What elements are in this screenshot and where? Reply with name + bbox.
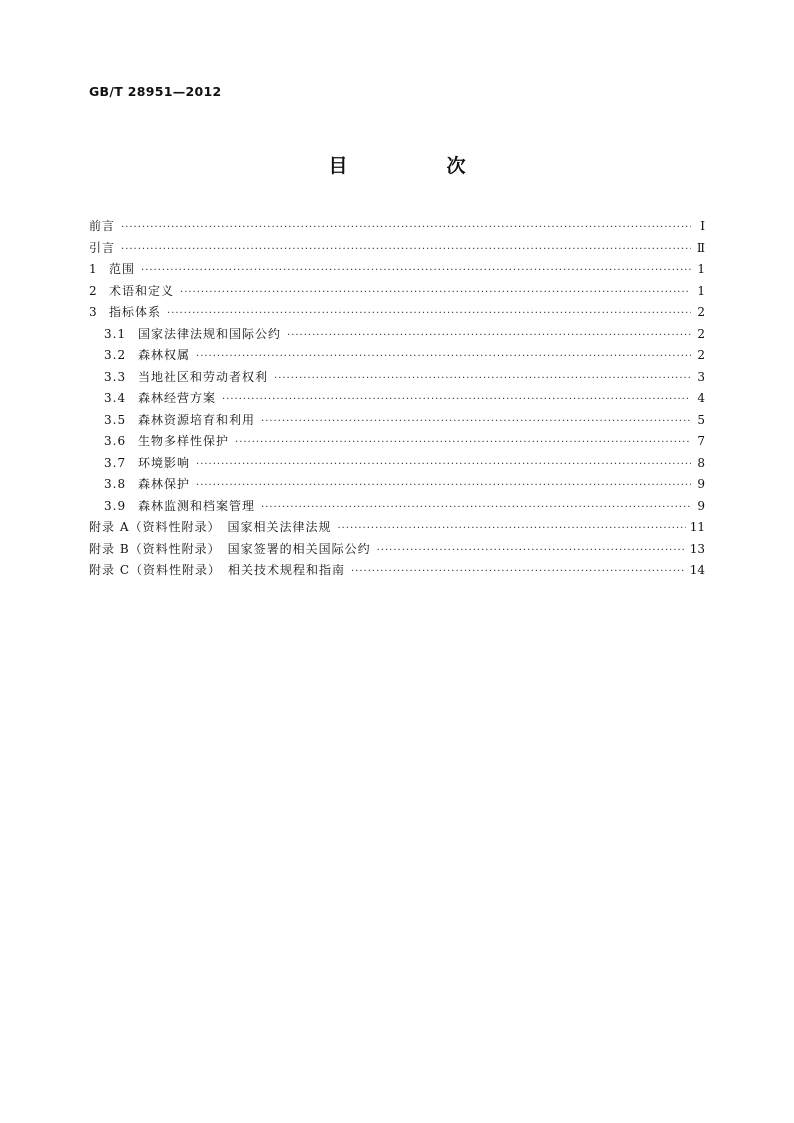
toc-entry[interactable]: [89, 367, 705, 389]
toc-leader-dots: [196, 454, 691, 476]
page-title: 目 次: [328, 155, 506, 177]
toc-entry-number: 3.1: [104, 326, 127, 341]
toc-leader-dots: [167, 303, 691, 325]
toc-leader-dots: [235, 432, 691, 454]
toc-entry-label: 国家法律法规和国际公约: [138, 326, 282, 341]
toc-entry[interactable]: [89, 431, 705, 453]
toc-entry-page: 2: [697, 348, 705, 362]
toc-entry-label: 生物多样性保护: [138, 434, 230, 448]
toc-entry[interactable]: [89, 517, 705, 539]
toc-entry-number: 3.8: [104, 477, 127, 491]
toc-entry[interactable]: [89, 345, 705, 367]
toc-entry-number: 2: [89, 283, 97, 298]
toc-entry-page: 3: [697, 369, 705, 384]
toc-entry-label: 森林权属: [138, 348, 191, 362]
toc-entry-label: 附录 A（资料性附录） 国家相关法律法规: [89, 520, 332, 534]
toc-entry-label: 前言: [89, 219, 116, 233]
toc-entry-page: 5: [697, 412, 705, 427]
toc-leader-dots: [196, 475, 691, 497]
toc-entry-label: 森林资源培育和利用: [138, 412, 256, 427]
toc-entry-page: 2: [697, 326, 705, 341]
toc-leader-dots: [196, 346, 691, 368]
toc-entry-page: 2: [697, 305, 705, 319]
toc-entry-page: 7: [697, 434, 705, 448]
toc-entry-number: 3.3: [104, 369, 127, 384]
toc-entry[interactable]: [89, 238, 705, 260]
toc-entry[interactable]: [89, 302, 705, 324]
toc-leader-dots: [261, 497, 691, 519]
toc-entry-number: 3: [89, 305, 97, 319]
toc-entry[interactable]: [89, 259, 705, 281]
toc-entry-label: 附录 B（资料性附录） 国家签署的相关国际公约: [89, 541, 371, 556]
toc-entry-label: 范围: [109, 262, 136, 276]
toc-entry-number: 3.6: [104, 434, 127, 448]
toc-leader-dots: [377, 540, 686, 562]
toc-leader-dots: [261, 411, 691, 433]
toc-entry-label: 森林经营方案: [138, 391, 217, 405]
toc-entry-page: 11: [689, 520, 705, 534]
toc-leader-dots: [141, 260, 691, 282]
toc-entry-number: 3.4: [104, 391, 127, 405]
toc-entry-number: 3.2: [104, 348, 127, 362]
toc-leader-dots: [337, 518, 685, 540]
toc-entry-page: 14: [689, 563, 705, 577]
toc-entry-label: 当地社区和劳动者权利: [138, 369, 269, 384]
toc-entry-page: 1: [697, 262, 705, 276]
toc-entry-page: 4: [697, 391, 705, 405]
standard-code: GB/T 28951—2012: [89, 84, 222, 99]
toc-entry-page: 1: [697, 283, 705, 298]
toc-leader-dots: [180, 282, 691, 304]
toc-entry-label: 附录 C（资料性附录） 相关技术规程和指南: [89, 563, 345, 577]
toc-entry[interactable]: [89, 410, 705, 432]
toc-leader-dots: [222, 389, 691, 411]
toc-leader-dots: [351, 561, 686, 583]
toc-entry-page: 8: [697, 455, 705, 470]
toc-leader-dots: [121, 239, 691, 261]
table-of-contents: [89, 216, 705, 582]
toc-entry[interactable]: [89, 453, 705, 475]
toc-entry-label: 环境影响: [138, 455, 191, 470]
toc-entry[interactable]: [89, 539, 705, 561]
toc-entry[interactable]: [89, 388, 705, 410]
toc-entry[interactable]: [89, 216, 705, 238]
toc-entry-page: Ⅱ: [696, 240, 705, 255]
toc-entry-label: 森林保护: [138, 477, 191, 491]
toc-leader-dots: [287, 325, 691, 347]
toc-entry-label: 引言: [89, 240, 116, 255]
toc-entry[interactable]: [89, 560, 705, 582]
toc-entry-page: Ⅰ: [700, 219, 705, 233]
toc-entry-number: 3.7: [104, 455, 127, 470]
toc-entry-number: 1: [89, 262, 97, 276]
toc-entry-label: 森林监测和档案管理: [138, 498, 256, 513]
toc-entry[interactable]: [89, 324, 705, 346]
toc-entry[interactable]: [89, 474, 705, 496]
toc-leader-dots: [274, 368, 691, 390]
toc-entry-label: 指标体系: [109, 305, 162, 319]
toc-entry-number: 3.5: [104, 412, 127, 427]
toc-entry-number: 3.9: [104, 498, 127, 513]
toc-entry[interactable]: [89, 496, 705, 518]
toc-entry-page: 9: [697, 498, 705, 513]
toc-entry-label: 术语和定义: [109, 283, 175, 298]
toc-entry[interactable]: [89, 281, 705, 303]
toc-leader-dots: [121, 217, 691, 239]
toc-entry-page: 13: [689, 541, 705, 556]
toc-entry-page: 9: [697, 477, 705, 491]
